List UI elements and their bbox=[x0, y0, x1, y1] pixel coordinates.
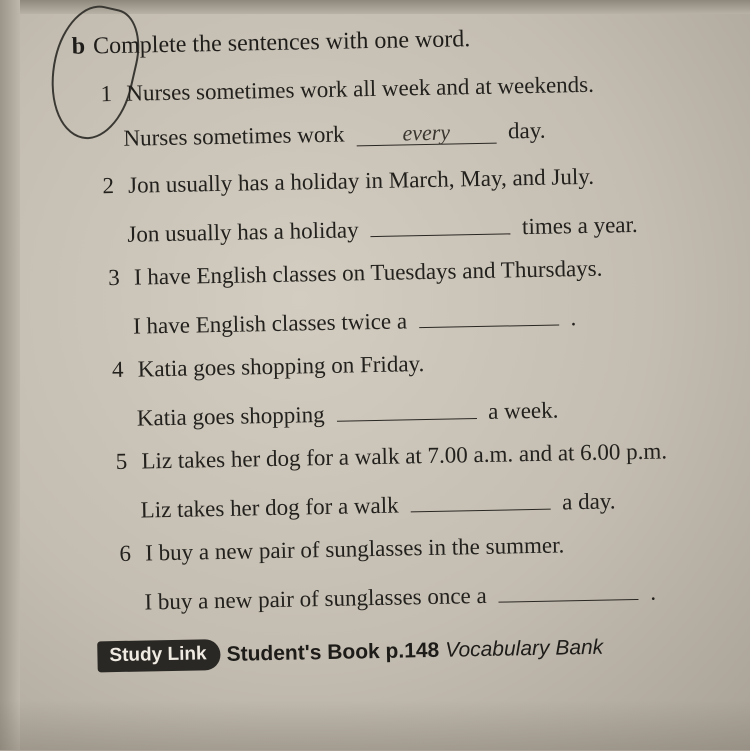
item-2-prompt-line bbox=[127, 209, 638, 248]
item-number: 3 bbox=[107, 264, 120, 291]
item-1-sentence-line bbox=[100, 72, 594, 107]
item-4-prompt-line bbox=[137, 394, 559, 431]
answer-blank[interactable] bbox=[410, 487, 550, 513]
prompt-start: Liz takes her dog for a walk bbox=[140, 492, 399, 523]
item-sentence: I have English classes on Tuesdays and Thursdays. bbox=[133, 255, 603, 290]
prompt-start: I buy a new pair of sunglasses once a bbox=[144, 582, 487, 615]
study-link-badge: Study Link bbox=[97, 639, 221, 672]
item-sentence: Jon usually has a holiday in March, May, and July. bbox=[127, 163, 595, 198]
item-number: 5 bbox=[115, 448, 128, 475]
item-number: 4 bbox=[111, 356, 124, 383]
prompt-start: Katia goes shopping bbox=[136, 401, 325, 431]
prompt-start: I have English classes twice a bbox=[132, 308, 408, 339]
item-5-prompt-line bbox=[140, 485, 615, 523]
item-4-sentence-line bbox=[112, 351, 425, 383]
item-number: 2 bbox=[102, 172, 115, 199]
study-link-reference: Student's Book p.148 bbox=[226, 638, 440, 666]
item-sentence: Liz takes her dog for a walk at 7.00 a.m. and at 6.00 p.m. bbox=[141, 438, 668, 474]
item-sentence: Katia goes shopping on Friday. bbox=[137, 351, 425, 382]
item-5-sentence-line bbox=[115, 438, 667, 475]
prompt-end: times a year. bbox=[521, 211, 638, 240]
page-bottom-shadow bbox=[0, 700, 750, 750]
answer-blank[interactable] bbox=[419, 302, 559, 328]
item-2-sentence-line bbox=[102, 164, 594, 199]
answer-blank[interactable]: every bbox=[356, 121, 496, 147]
item-3-sentence-line bbox=[108, 256, 603, 291]
prompt-end: day. bbox=[507, 117, 546, 144]
item-3-prompt-line bbox=[133, 302, 577, 340]
item-number: 1 bbox=[100, 81, 113, 107]
answer-blank[interactable] bbox=[336, 396, 476, 422]
exercise-instruction: Complete the sentences with one word. bbox=[92, 26, 471, 60]
prompt-start: Jon usually has a holiday bbox=[127, 217, 359, 247]
answer-blank[interactable] bbox=[370, 211, 510, 237]
study-link-section: Vocabulary Bank bbox=[444, 635, 604, 662]
item-number: 6 bbox=[119, 540, 132, 566]
item-6-prompt-line bbox=[144, 577, 656, 616]
prompt-end: . bbox=[649, 579, 657, 605]
prompt-end: a week. bbox=[487, 397, 559, 424]
item-6-sentence-line bbox=[119, 532, 564, 567]
exercise-letter: b bbox=[71, 33, 86, 60]
prompt-start: Nurses sometimes work bbox=[123, 121, 345, 151]
prompt-end: . bbox=[570, 305, 577, 331]
exercise-heading bbox=[71, 26, 470, 61]
answer-blank[interactable] bbox=[498, 577, 638, 603]
prompt-end: a day. bbox=[561, 488, 616, 515]
study-link-footer bbox=[97, 632, 603, 676]
item-1-prompt-line bbox=[123, 118, 545, 152]
item-sentence: Nurses sometimes work all week and at weekends. bbox=[126, 71, 595, 106]
item-sentence: I buy a new pair of sunglasses in the summer. bbox=[144, 532, 565, 566]
